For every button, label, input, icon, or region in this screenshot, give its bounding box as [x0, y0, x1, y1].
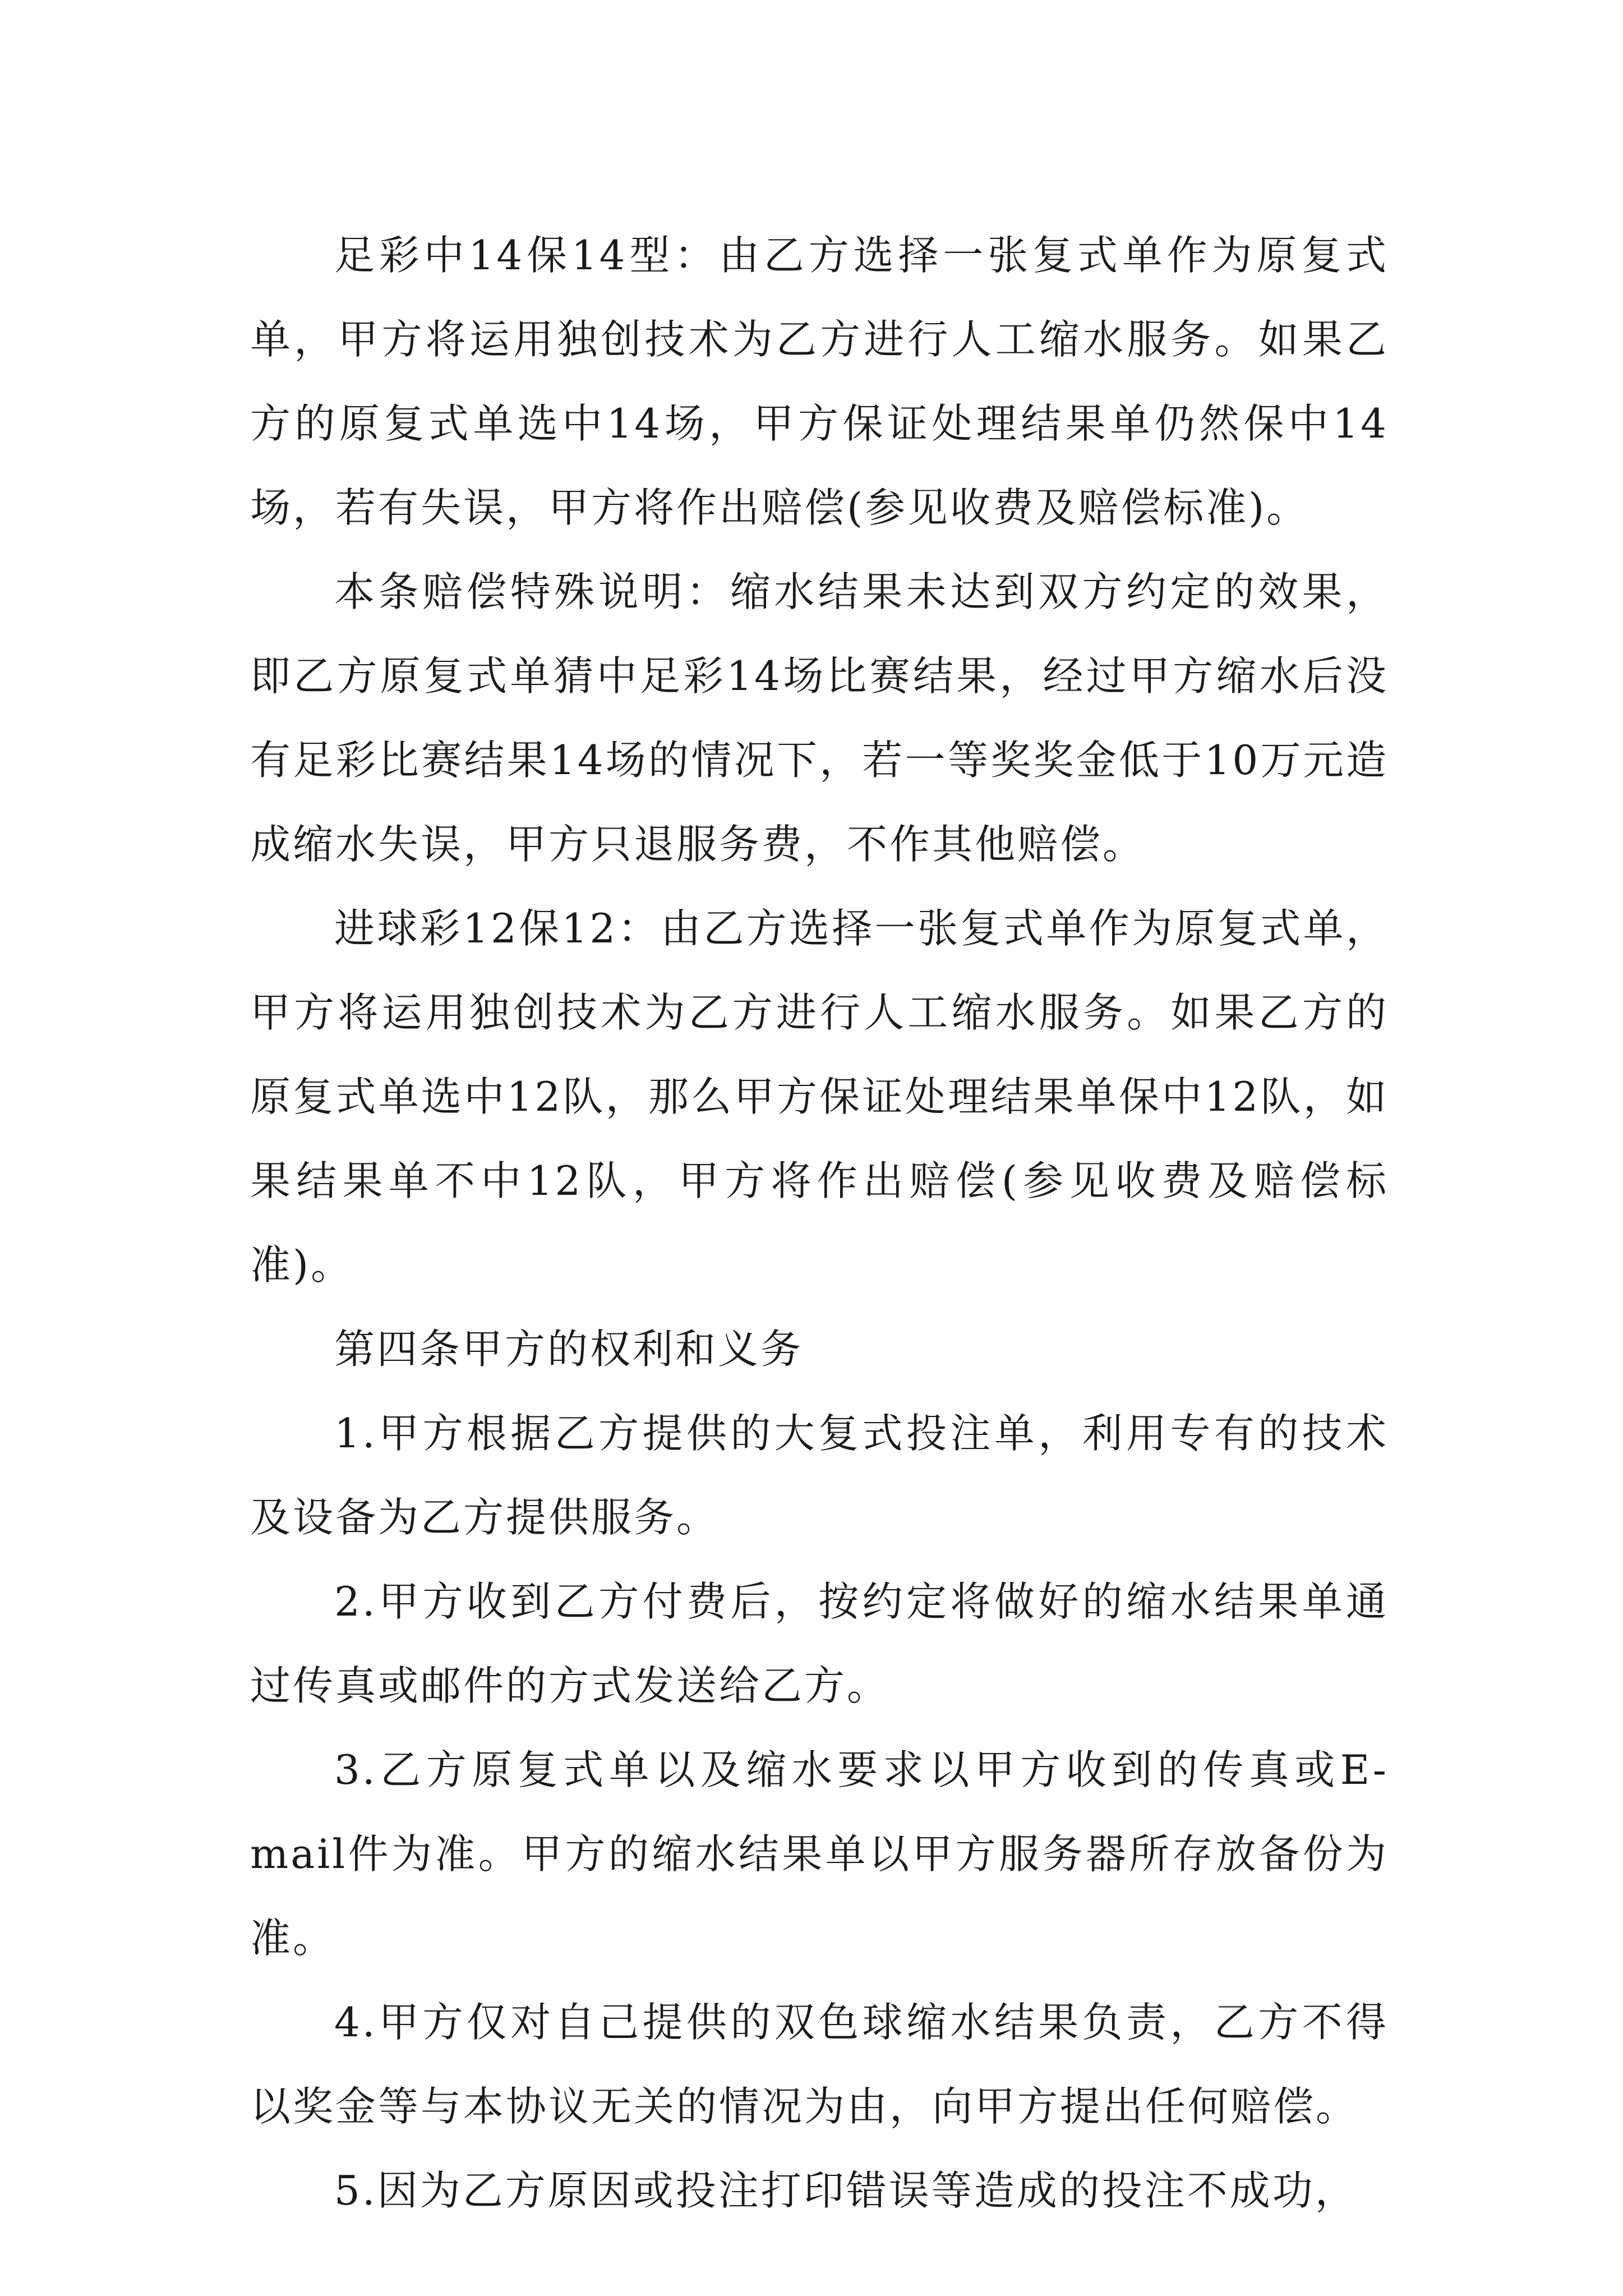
section-heading-article-4: 第四条甲方的权利和义务 — [334, 1326, 804, 1373]
list-item-5: 5.因为乙方原因或投注打印错误等造成的投注不成功， — [334, 2167, 1358, 2214]
list-item-3: 3.乙方原复式单以及缩水要求以甲方收到的传真或E-mail件为准。甲方的缩水结果单以甲方服务器所存放备份为准。 — [250, 1746, 1389, 1962]
paragraph-compensation-note: 本条赔偿特殊说明：缩水结果未达到双方约定的效果，即乙方原复式单猜中足彩14场比赛结果，经过甲方缩水后没有足彩比赛结果14场的情况下，若一等奖奖金低于10万元造成缩水失误，甲方只退服务费，不作其他赔偿。 — [250, 568, 1389, 868]
list-item-4: 4.甲方仅对自己提供的双色球缩水结果负责，乙方不得以奖金等与本协议无关的情况为由，向甲方提出任何赔偿。 — [250, 1999, 1389, 2130]
list-item-1: 1.甲方根据乙方提供的大复式投注单，利用专有的技术及设备为乙方提供服务。 — [250, 1410, 1389, 1541]
list-item-2: 2.甲方收到乙方付费后，按约定将做好的缩水结果单通过传真或邮件的方式发送给乙方。 — [250, 1578, 1389, 1709]
paragraph-zucai-14: 足彩中14保14型：由乙方选择一张复式单作为原复式单，甲方将运用独创技术为乙方进行人工缩水服务。如果乙方的原复式单选中14场，甲方保证处理结果单仍然保中14场，若有失误，甲方将作出赔偿(参见收费及赔偿标准)。 — [250, 232, 1389, 531]
paragraph-jinqiucai-12: 进球彩12保12：由乙方选择一张复式单作为原复式单，甲方将运用独创技术为乙方进行人工缩水服务。如果乙方的原复式单选中12队，那么甲方保证处理结果单保中12队，如果结果单不中12队，甲方将作出赔偿(参见收费及赔偿标准)。 — [250, 905, 1389, 1289]
document-body — [250, 213, 1389, 2233]
